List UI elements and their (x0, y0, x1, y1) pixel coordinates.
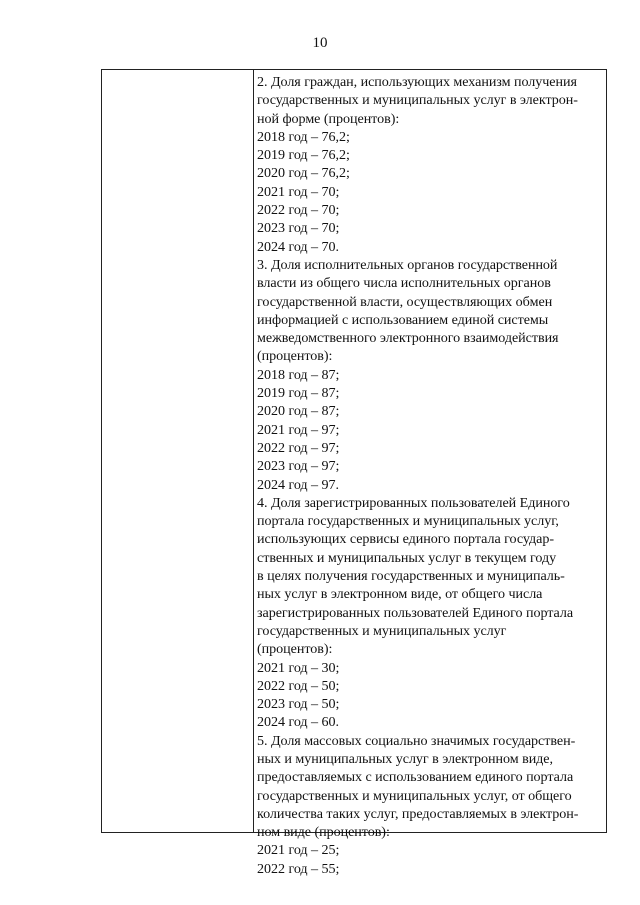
text-line: (процентов): (257, 641, 333, 658)
page-number: 10 (312, 35, 328, 51)
text-line: 2022 год – 55; (257, 860, 340, 877)
text-line: 2. Доля граждан, использующих механизм получения (257, 74, 577, 90)
text-line: ственных и муниципальных услуг в текущем году (257, 549, 557, 566)
text-line: государственной власти, осуществляющих обмен (257, 293, 553, 310)
text-line: государственных и муниципальных услуг (257, 622, 507, 639)
text-line: 2020 год – 87; (257, 403, 340, 420)
text-line: ной форме (процентов): (257, 110, 400, 127)
text-line: 2022 год – 50; (257, 677, 340, 694)
text-line: 2023 год – 97; (257, 458, 340, 475)
text-line: 2024 год – 60. (257, 714, 339, 731)
text-line: информацией с использованием единой системы (257, 311, 549, 328)
text-line: 2022 год – 97; (257, 439, 340, 456)
text-line: 2019 год – 76,2; (257, 147, 350, 164)
text-line: 2021 год – 30; (257, 659, 340, 676)
text-line: 2021 год – 97; (257, 421, 340, 438)
text-line: 2021 год – 25; (257, 842, 340, 859)
text-line: 2018 год – 76,2; (257, 128, 350, 145)
text-line: ном виде (процентов): (257, 824, 390, 841)
text-line: 2023 год – 70; (257, 220, 340, 237)
indicators-text-cell (257, 73, 605, 877)
text-line: власти из общего числа исполнительных органов (257, 275, 551, 292)
text-line: зарегистрированных пользователей Единого портала (257, 604, 574, 621)
text-line: государственных и муниципальных услуг, от общего (257, 787, 572, 804)
text-line: 2021 год – 70; (257, 183, 340, 200)
text-line: портала государственных и муниципальных услуг, (257, 513, 559, 530)
text-line: 2019 год – 87; (257, 385, 340, 402)
text-line: государственных и муниципальных услуг в электрон- (257, 92, 578, 109)
text-line: 2018 год – 87; (257, 366, 340, 383)
indicator-table (101, 69, 607, 877)
text-line: (процентов): (257, 348, 333, 365)
text-line: предоставляемых с использованием единого портала (257, 769, 574, 786)
text-line: 4. Доля зарегистрированных пользователей Единого (257, 494, 570, 511)
text-line: ных и муниципальных услуг в электронном виде, (257, 750, 553, 767)
left-empty-cell (102, 70, 254, 832)
text-line: использующих сервисы единого портала государ- (257, 531, 554, 548)
text-line: ных услуг в электронном виде, от общего числа (257, 586, 543, 603)
text-line: 2022 год – 70; (257, 202, 340, 219)
text-line: 3. Доля исполнительных органов государственной (257, 256, 558, 273)
text-line: 2023 год – 50; (257, 696, 340, 713)
text-line: в целях получения государственных и муниципаль- (257, 568, 565, 585)
text-line: межведомственного электронного взаимодействия (257, 330, 559, 347)
text-line: 5. Доля массовых социально значимых государствен- (257, 732, 576, 749)
text-line: количества таких услуг, предоставляемых в электрон- (257, 805, 579, 822)
text-line: 2024 год – 70. (257, 238, 339, 255)
text-line: 2020 год – 76,2; (257, 165, 350, 182)
text-line: 2024 год – 97. (257, 476, 339, 493)
